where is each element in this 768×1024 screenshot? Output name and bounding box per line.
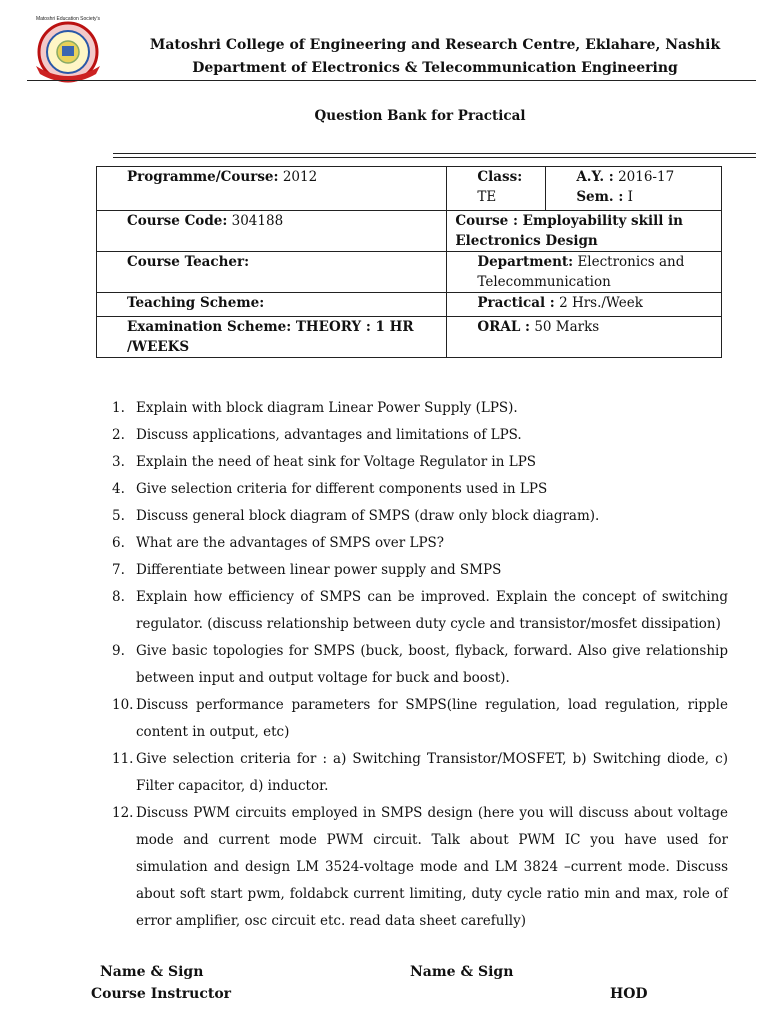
course-name-cell: Course : Employability skill in Electronics Design (447, 211, 722, 252)
question-item: 6. What are the advantages of SMPS over LPS? (112, 535, 445, 551)
question-item: 9. Give basic topologies for SMPS (buck, boost, flyback, forward. Also give relationship between input and output voltage for buck and boost). (112, 643, 728, 686)
ay-sem-cell: A.Y. : 2016-17 Sem. : I (546, 167, 722, 211)
question-item: 2. Discuss applications, advantages and limitations of LPS. (112, 427, 522, 443)
question-item: 4. Give selection criteria for different components used in LPS (112, 481, 548, 497)
instructor-sign-label: Name & Sign (100, 964, 204, 980)
question-item: 5. Discuss general block diagram of SMPS (draw only block diagram). (112, 508, 600, 524)
department-name: Department of Electronics & Telecommunication Engineering (192, 60, 678, 76)
course-info-table (96, 166, 722, 358)
college-name: Matoshri College of Engineering and Research Centre, Eklahare, Nashik (149, 37, 721, 53)
question-item: 3. Explain the need of heat sink for Voltage Regulator in LPS (112, 454, 537, 470)
class-cell: Class: TE (447, 167, 546, 211)
programme-cell: Programme/Course: 2012 (97, 167, 447, 211)
college-logo (22, 14, 114, 86)
hod-sign-label: Name & Sign (410, 964, 514, 980)
question-item: 12. Discuss PWM circuits employed in SMPS design (here you will discuss about voltage mode and current mode PWM circuit. Talk about PWM IC you have used for simulation and design LM 3524-voltage mode and LM 3824 –current mode. Discuss about soft start pwm, foldabck current limiting, duty cycle ratio min and max, role of error amplifier, osc circuit etc. read data sheet carefully) (112, 805, 728, 929)
question-item: 8. Explain how efficiency of SMPS can be improved. Explain the concept of switching regulator. (discuss relationship between duty cycle and transistor/mosfet dissipation) (112, 589, 728, 632)
exam-scheme-cell: Examination Scheme: THEORY : 1 HR /WEEKS (97, 317, 447, 358)
question-item: 7. Differentiate between linear power supply and SMPS (112, 562, 502, 578)
teaching-scheme-cell: Teaching Scheme: (97, 293, 447, 317)
question-list (112, 395, 728, 935)
logo-text: Matoshri Education Society's (35, 16, 101, 22)
header-rule (27, 80, 756, 81)
course-teacher-cell: Course Teacher: (97, 252, 447, 293)
hod-title: HOD (610, 986, 648, 1002)
page-title: Question Bank for Practical (314, 108, 526, 124)
oral-cell: ORAL : 50 Marks (447, 317, 722, 358)
question-item: 1. Explain with block diagram Linear Power Supply (LPS). (112, 400, 518, 416)
title-double-rule (113, 153, 756, 158)
question-item: 11. Give selection criteria for : a) Switching Transistor/MOSFET, b) Switching diode, c) Filter capacitor, d) inductor. (112, 751, 728, 794)
course-code-cell: Course Code: 304188 (97, 211, 447, 252)
question-item: 10. Discuss performance parameters for SMPS(line regulation, load regulation, ripple content in output, etc) (112, 697, 728, 740)
practical-cell: Practical : 2 Hrs./Week (447, 293, 722, 317)
instructor-title: Course Instructor (91, 986, 232, 1002)
department-cell: Department: Electronics and Telecommunication (447, 252, 722, 293)
